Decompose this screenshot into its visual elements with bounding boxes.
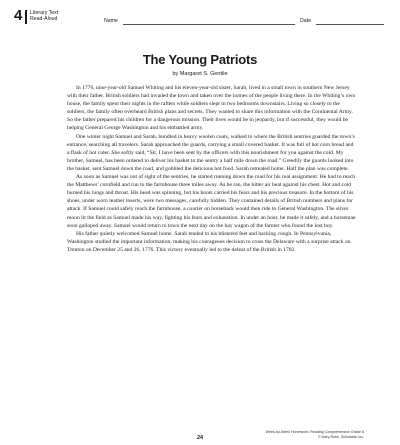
name-label: Name [104,18,118,24]
story-paragraph: One winter night Samuel and Sarah, bundled in heavy woolen coats, walked to where the British sentries guarded the town’s entrance, searching all travelers. Sarah approached the guards, carrying a small covered basket. It was full of hot corn bread and a flask of hot cider. She softly said, “Sir, I have been sent by the officers with this nourishment for you against the cold. My brother, Samuel, has been ordered to deliver his basket to the sentry a half mile down the road.” Greedily the guards looked into the basket, sent Samuel down the road, and gobbled the delicious hot food. Sarah retreated home. Half the plan was complete. [67,133,355,172]
story-body [67,84,357,254]
credit-line1: Week-by-Week Homework: Reading Comprehension Grade 6 [265,430,364,434]
copyright-credit [266,430,364,439]
story-paragraph: In 1776, nine-year-old Samuel Whiting and his eleven-year-old sister, Sarah, lived in a small town in southern New Jersey with their father. British soldiers had invaded the town and taken over the homes of the people living there. In the Whiting’s own house, the family spent their nights in the rafters while soldiers slept in two bedrooms downstairs. Living so closely to the soldiers, the family often overheard British plans and secrets. They wanted to share this information with the Continental Army. So the father prepared his children for a dangerous mission. Their lives would be in jeopardy, but if successful, they would be helping General George Washington and his embattled army. [67,85,356,132]
unit-label-line2: Read-Aloud [30,16,58,22]
story-paragraph: As soon as Samuel was out of sight of the sentries, he started running down the road for his real assignment. He had to reach the Matthews’ cornfield and run to the farmhouse three miles away. As he ran, the bitter air beat against his chest. Hot and cold burned his lungs and throat. His head was spinning, but his boots carried his fears and his precious treasure. In the bottom of his shoes, under worn leather inserts, were two messages, carefully hidden. They contained details of British numbers and plans for attack. If Samuel could safely reach the farmhouse, a courier on horseback would then ride to General Washington. The silver moon lit the field as Samuel made his way, fighting his fears and exhaustion. In under an hour, he made it safely, and a horseman soon galloped away. Samuel would return to town the next day on the hay wagon of the farmer who found the lost boy. [67,174,356,229]
story-title: The Young Patriots [142,52,258,67]
date-label: Date [300,18,311,24]
credit-line2: © Mary Rose, Scholastic Inc. [317,434,364,439]
page-header [14,8,386,32]
story-paragraph: His father quietly welcomed Samuel home. Sarah tended to his blistered feet and hacking cough. In Pennsylvania, Washington studied the important information, making his courageous decision to cross the Delaware with a surprise attack on Trenton on December 25 and 26, 1776. This victory eventually led to the defeat of the British in 1782. [67,230,351,253]
unit-label-line1: Literary Text [30,10,59,16]
page-number: 24 [196,435,204,441]
name-field[interactable] [123,24,295,25]
page-footer [0,430,400,445]
unit-divider [25,10,27,24]
unit-number: 4 [14,7,23,24]
unit-label [30,10,58,22]
story-byline: by Margaret S. Gentile [172,71,228,77]
date-field[interactable] [316,24,384,25]
